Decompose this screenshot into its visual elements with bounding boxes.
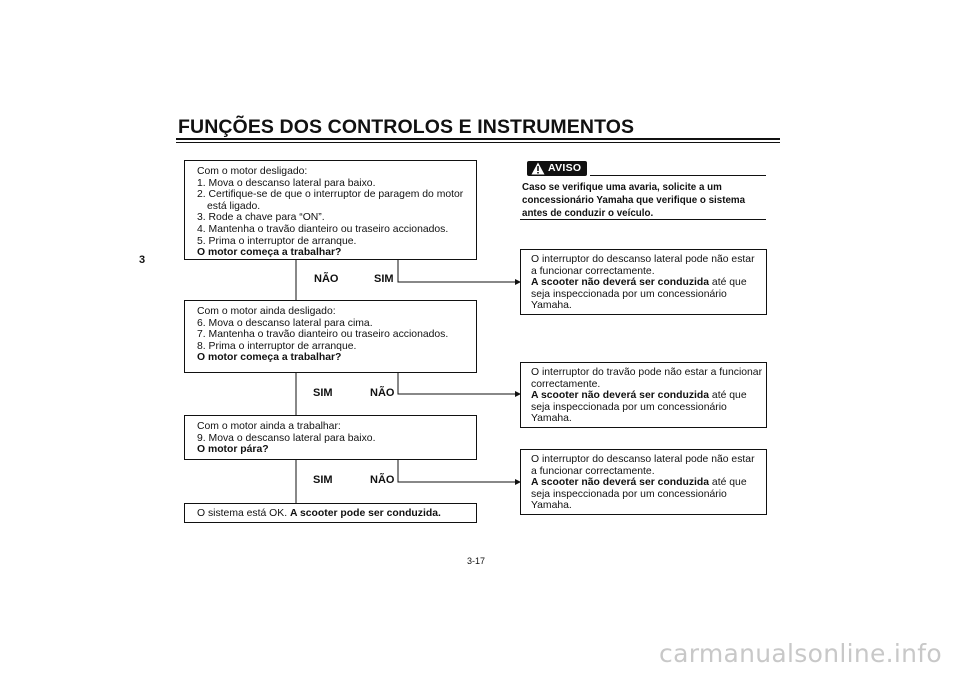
warning-text (522, 181, 768, 220)
step-question: O motor começa a trabalhar? (197, 247, 342, 259)
watermark: carmanualsonline.info (659, 639, 942, 668)
step-text: 8. Prima o interruptor de arranque. (197, 340, 357, 352)
result-text: até que (709, 277, 747, 289)
flow-step-1-box (184, 160, 477, 260)
warning-line: concessionário Yamaha que verifique o sistema (522, 195, 746, 206)
branch-label-yes: SIM (374, 273, 394, 285)
result-text: seja inspeccionada por um concessionário (531, 488, 727, 500)
step-text: 3. Rode a chave para “ON”. (197, 212, 325, 224)
warning-badge-label: AVISO (548, 162, 582, 174)
step-text: está ligado. (207, 200, 261, 212)
flow-step-4-box (184, 503, 477, 523)
result-bold: A scooter não deverá ser conduzida (531, 277, 710, 289)
chapter-tab: 3 (139, 254, 146, 266)
flow-step-3-box (184, 415, 477, 460)
connector-box3-result3 (398, 459, 520, 482)
connector-box2-result2 (398, 372, 520, 394)
step-question: O motor pára? (197, 444, 269, 456)
result-text: seja inspeccionada por um concessionário (531, 401, 727, 413)
step-text: Com o motor ainda desligado: (197, 306, 336, 317)
result-text: até que (709, 390, 747, 402)
step-text: 5. Prima o interruptor de arranque. (197, 235, 357, 247)
result-text: a funcionar correctamente. (531, 465, 655, 477)
result-text: correctamente. (531, 378, 601, 390)
result-text: Yamaha. (531, 300, 572, 312)
page-number: 3-17 (467, 556, 486, 566)
result-box-3 (520, 449, 767, 515)
step-text: 6. Mova o descanso lateral para cima. (197, 317, 373, 329)
step-text: 2. Certifique-se de que o interruptor de paragem do motor (197, 189, 464, 201)
result-text: Yamaha. (531, 413, 572, 425)
step-text: O sistema está OK. (197, 508, 288, 519)
warning-triangle-icon (531, 162, 545, 175)
step-question: O motor começa a trabalhar? (197, 352, 342, 364)
step-text: 9. Mova o descanso lateral para baixo. (197, 432, 376, 444)
step-text: 4. Mantenha o travão dianteiro ou traseiro accionados. (197, 223, 449, 235)
warning-badge (527, 161, 587, 176)
step-text: 7. Mantenha o travão dianteiro ou traseiro accionados. (197, 329, 449, 341)
page-title: FUNÇÕES DOS CONTROLOS E INSTRUMENTOS (178, 116, 635, 138)
result-box-1 (520, 249, 767, 315)
branch-label-yes: SIM (313, 474, 333, 486)
step-result-bold: A scooter pode ser conduzida. (289, 508, 441, 519)
warning-line: Caso se verifique uma avaria, solicite a um (522, 182, 722, 193)
result-text: seja inspeccionada por um concessionário (531, 288, 727, 300)
warning-rule-bottom (520, 219, 766, 220)
result-text: Yamaha. (531, 500, 572, 512)
connector-box1-result1 (398, 259, 520, 282)
warning-line: antes de conduzir o veículo. (522, 208, 654, 219)
result-bold: A scooter não deverá ser conduzida (531, 390, 710, 402)
warning-rule-top (590, 175, 766, 176)
branch-label-no: NÃO (370, 387, 395, 399)
flow-step-2-box (184, 300, 477, 373)
branch-label-no: NÃO (314, 273, 339, 285)
result-text: O interruptor do descanso lateral pode não estar (531, 254, 755, 265)
step-text: Com o motor ainda a trabalhar: (197, 421, 341, 432)
result-bold: A scooter não deverá ser conduzida (531, 477, 710, 489)
step-text: Com o motor desligado: (197, 166, 308, 177)
step-text: 1. Mova o descanso lateral para baixo. (197, 177, 376, 189)
result-box-2 (520, 362, 767, 428)
result-text: a funcionar correctamente. (531, 265, 655, 277)
result-text: até que (709, 477, 747, 489)
result-text: O interruptor do travão pode não estar a funcionar (531, 367, 763, 378)
branch-label-no: NÃO (370, 474, 395, 486)
branch-label-yes: SIM (313, 387, 333, 399)
result-text: O interruptor do descanso lateral pode não estar (531, 454, 755, 465)
